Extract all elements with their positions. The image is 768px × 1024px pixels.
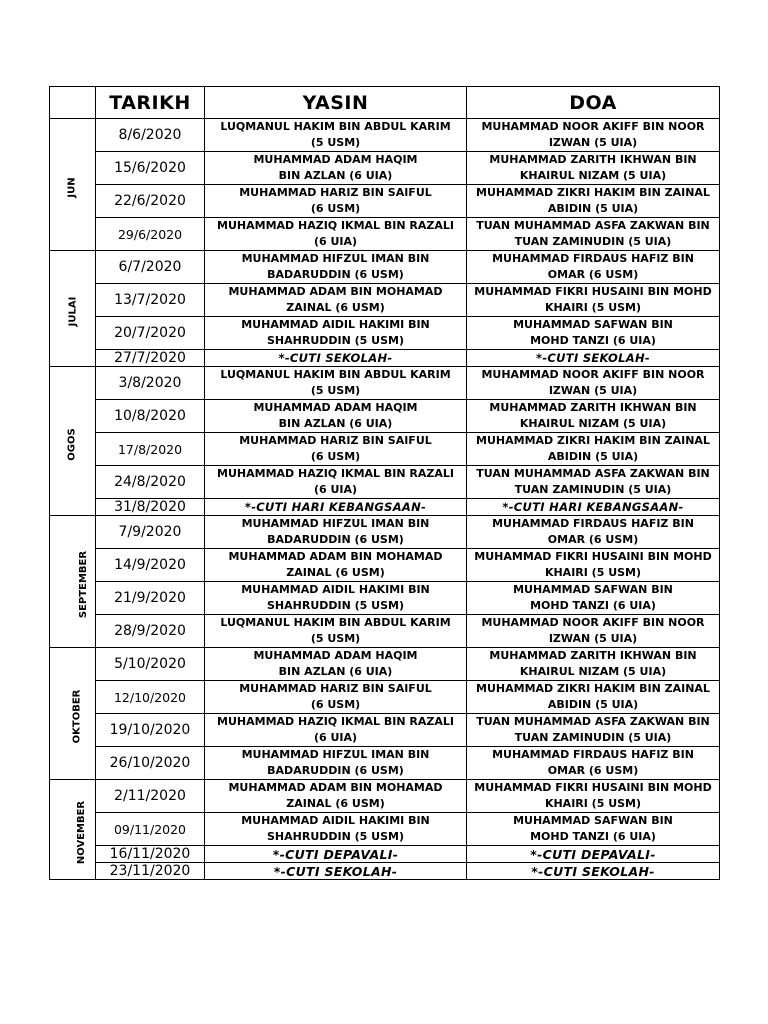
month-block-oktober [50, 648, 720, 780]
month-block-jun [50, 119, 720, 251]
doa-name-cell: MUHAMMAD FIKRI HUSAINI BIN MOHD KHAIRI (5 USM) [467, 549, 720, 582]
doa-holiday-cell: *-CUTI SEKOLAH- [467, 863, 720, 880]
schedule-table [49, 86, 720, 880]
table-row [50, 516, 720, 549]
doa-name-cell: MUHAMMAD NOOR AKIFF BIN NOOR IZWAN (5 UIA) [467, 367, 720, 400]
doa-holiday-cell: *-CUTI DEPAVALI- [467, 846, 720, 863]
doa-holiday-cell: *-CUTI SEKOLAH- [467, 350, 720, 367]
date-cell: 21/9/2020 [96, 582, 205, 615]
table-row [50, 152, 720, 185]
month-label: NOVEMBER [76, 800, 88, 865]
yasin-name-cell: MUHAMMAD HAZIQ IKMAL BIN RAZALI (6 UIA) [205, 714, 467, 747]
table-row [50, 582, 720, 615]
table-row [50, 119, 720, 152]
table-row [50, 284, 720, 317]
date-cell: 20/7/2020 [96, 317, 205, 350]
month-block-september [50, 516, 720, 648]
table-row [50, 615, 720, 648]
month-cell [50, 119, 96, 251]
doa-name-cell: MUHAMMAD ZIKRI HAKIM BIN ZAINAL ABIDIN (5 UIA) [467, 185, 720, 218]
yasin-name-cell: MUHAMMAD AIDIL HAKIMI BIN SHAHRUDDIN (5 USM) [205, 317, 467, 350]
yasin-holiday-cell: *-CUTI SEKOLAH- [205, 863, 467, 880]
yasin-name-cell: MUHAMMAD HARIZ BIN SAIFUL (6 USM) [205, 433, 467, 466]
date-cell: 10/8/2020 [96, 400, 205, 433]
table-row [50, 499, 720, 516]
date-cell: 19/10/2020 [96, 714, 205, 747]
yasin-header: YASIN [205, 87, 467, 119]
doa-name-cell: MUHAMMAD SAFWAN BIN MOHD TANZI (6 UIA) [467, 813, 720, 846]
month-label: JULAI [67, 296, 78, 327]
month-label: JUN [67, 177, 78, 198]
table-row [50, 367, 720, 400]
yasin-name-cell: MUHAMMAD HIFZUL IMAN BIN BADARUDDIN (6 USM) [205, 516, 467, 549]
month-cell [50, 367, 96, 516]
date-cell: 22/6/2020 [96, 185, 205, 218]
doa-name-cell: MUHAMMAD ZARITH IKHWAN BIN KHAIRUL NIZAM (5 UIA) [467, 400, 720, 433]
month-cell [50, 648, 96, 780]
doa-name-cell: MUHAMMAD ZIKRI HAKIM BIN ZAINAL ABIDIN (5 UIA) [467, 681, 720, 714]
date-cell: 3/8/2020 [96, 367, 205, 400]
date-cell: 13/7/2020 [96, 284, 205, 317]
yasin-name-cell: LUQMANUL HAKIM BIN ABDUL KARIM (5 USM) [205, 367, 467, 400]
yasin-name-cell: MUHAMMAD ADAM HAQIM BIN AZLAN (6 UIA) [205, 152, 467, 185]
table-row [50, 863, 720, 880]
yasin-name-cell: MUHAMMAD ADAM HAQIM BIN AZLAN (6 UIA) [205, 648, 467, 681]
month-label: SEPTEMBER [78, 550, 90, 619]
date-cell: 27/7/2020 [96, 350, 205, 367]
date-cell: 5/10/2020 [96, 648, 205, 681]
yasin-name-cell: MUHAMMAD HIFZUL IMAN BIN BADARUDDIN (6 USM) [205, 251, 467, 284]
doa-name-cell: TUAN MUHAMMAD ASFA ZAKWAN BIN TUAN ZAMINUDIN (5 UIA) [467, 714, 720, 747]
doa-name-cell: MUHAMMAD NOOR AKIFF BIN NOOR IZWAN (5 UIA) [467, 615, 720, 648]
date-cell: 17/8/2020 [96, 433, 205, 466]
table-row [50, 185, 720, 218]
table-row [50, 681, 720, 714]
yasin-holiday-cell: *-CUTI HARI KEBANGSAAN- [205, 499, 467, 516]
table-row [50, 714, 720, 747]
doa-name-cell: TUAN MUHAMMAD ASFA ZAKWAN BIN TUAN ZAMINUDIN (5 UIA) [467, 218, 720, 251]
doa-name-cell: MUHAMMAD ZARITH IKHWAN BIN KHAIRUL NIZAM (5 UIA) [467, 152, 720, 185]
yasin-holiday-cell: *-CUTI SEKOLAH- [205, 350, 467, 367]
doa-name-cell: MUHAMMAD FIRDAUS HAFIZ BIN OMAR (6 USM) [467, 516, 720, 549]
doa-name-cell: MUHAMMAD ZARITH IKHWAN BIN KHAIRUL NIZAM (5 UIA) [467, 648, 720, 681]
yasin-name-cell: MUHAMMAD ADAM BIN MOHAMAD ZAINAL (6 USM) [205, 284, 467, 317]
date-cell: 26/10/2020 [96, 747, 205, 780]
date-cell: 8/6/2020 [96, 119, 205, 152]
date-cell: 29/6/2020 [96, 218, 205, 251]
doa-name-cell: MUHAMMAD SAFWAN BIN MOHD TANZI (6 UIA) [467, 582, 720, 615]
doa-header: DOA [467, 87, 720, 119]
yasin-name-cell: MUHAMMAD HAZIQ IKMAL BIN RAZALI (6 UIA) [205, 218, 467, 251]
date-cell: 14/9/2020 [96, 549, 205, 582]
yasin-name-cell: MUHAMMAD AIDIL HAKIMI BIN SHAHRUDDIN (5 USM) [205, 813, 467, 846]
table-row [50, 317, 720, 350]
date-cell: 6/7/2020 [96, 251, 205, 284]
table-row [50, 350, 720, 367]
date-cell: 24/8/2020 [96, 466, 205, 499]
header-row [50, 87, 720, 119]
date-cell: 12/10/2020 [96, 681, 205, 714]
table-row [50, 780, 720, 813]
yasin-name-cell: MUHAMMAD HARIZ BIN SAIFUL (6 USM) [205, 185, 467, 218]
table-row [50, 251, 720, 284]
date-cell: 7/9/2020 [96, 516, 205, 549]
table-row [50, 549, 720, 582]
yasin-name-cell: MUHAMMAD ADAM BIN MOHAMAD ZAINAL (6 USM) [205, 549, 467, 582]
doa-name-cell: MUHAMMAD FIRDAUS HAFIZ BIN OMAR (6 USM) [467, 251, 720, 284]
date-cell: 15/6/2020 [96, 152, 205, 185]
doa-holiday-cell: *-CUTI HARI KEBANGSAAN- [467, 499, 720, 516]
doa-name-cell: MUHAMMAD ZIKRI HAKIM BIN ZAINAL ABIDIN (5 UIA) [467, 433, 720, 466]
table-row [50, 648, 720, 681]
month-cell [50, 516, 96, 648]
month-header [50, 87, 96, 119]
month-label: OKTOBER [71, 689, 83, 744]
doa-name-cell: TUAN MUHAMMAD ASFA ZAKWAN BIN TUAN ZAMINUDIN (5 UIA) [467, 466, 720, 499]
table-row [50, 846, 720, 863]
date-cell: 31/8/2020 [96, 499, 205, 516]
yasin-name-cell: MUHAMMAD AIDIL HAKIMI BIN SHAHRUDDIN (5 USM) [205, 582, 467, 615]
date-cell: 16/11/2020 [96, 846, 205, 863]
table-row [50, 400, 720, 433]
doa-name-cell: MUHAMMAD NOOR AKIFF BIN NOOR IZWAN (5 UIA) [467, 119, 720, 152]
month-cell [50, 780, 96, 880]
date-cell: 23/11/2020 [96, 863, 205, 880]
table-row [50, 813, 720, 846]
yasin-name-cell: MUHAMMAD HIFZUL IMAN BIN BADARUDDIN (6 USM) [205, 747, 467, 780]
month-block-julai [50, 251, 720, 367]
yasin-name-cell: MUHAMMAD HARIZ BIN SAIFUL (6 USM) [205, 681, 467, 714]
month-label: OGOS [66, 427, 78, 461]
doa-name-cell: MUHAMMAD SAFWAN BIN MOHD TANZI (6 UIA) [467, 317, 720, 350]
table-row [50, 466, 720, 499]
table-row [50, 747, 720, 780]
doa-name-cell: MUHAMMAD FIRDAUS HAFIZ BIN OMAR (6 USM) [467, 747, 720, 780]
date-header: TARIKH [96, 87, 205, 119]
date-cell: 2/11/2020 [96, 780, 205, 813]
yasin-name-cell: MUHAMMAD ADAM HAQIM BIN AZLAN (6 UIA) [205, 400, 467, 433]
month-block-ogos [50, 367, 720, 516]
date-cell: 28/9/2020 [96, 615, 205, 648]
yasin-holiday-cell: *-CUTI DEPAVALI- [205, 846, 467, 863]
doa-name-cell: MUHAMMAD FIKRI HUSAINI BIN MOHD KHAIRI (5 USM) [467, 780, 720, 813]
table-row [50, 433, 720, 466]
table-row [50, 218, 720, 251]
yasin-name-cell: MUHAMMAD HAZIQ IKMAL BIN RAZALI (6 UIA) [205, 466, 467, 499]
date-cell: 09/11/2020 [96, 813, 205, 846]
month-cell [50, 251, 96, 367]
yasin-name-cell: LUQMANUL HAKIM BIN ABDUL KARIM (5 USM) [205, 119, 467, 152]
yasin-name-cell: LUQMANUL HAKIM BIN ABDUL KARIM (5 USM) [205, 615, 467, 648]
month-block-november [50, 780, 720, 880]
yasin-name-cell: MUHAMMAD ADAM BIN MOHAMAD ZAINAL (6 USM) [205, 780, 467, 813]
doa-name-cell: MUHAMMAD FIKRI HUSAINI BIN MOHD KHAIRI (5 USM) [467, 284, 720, 317]
